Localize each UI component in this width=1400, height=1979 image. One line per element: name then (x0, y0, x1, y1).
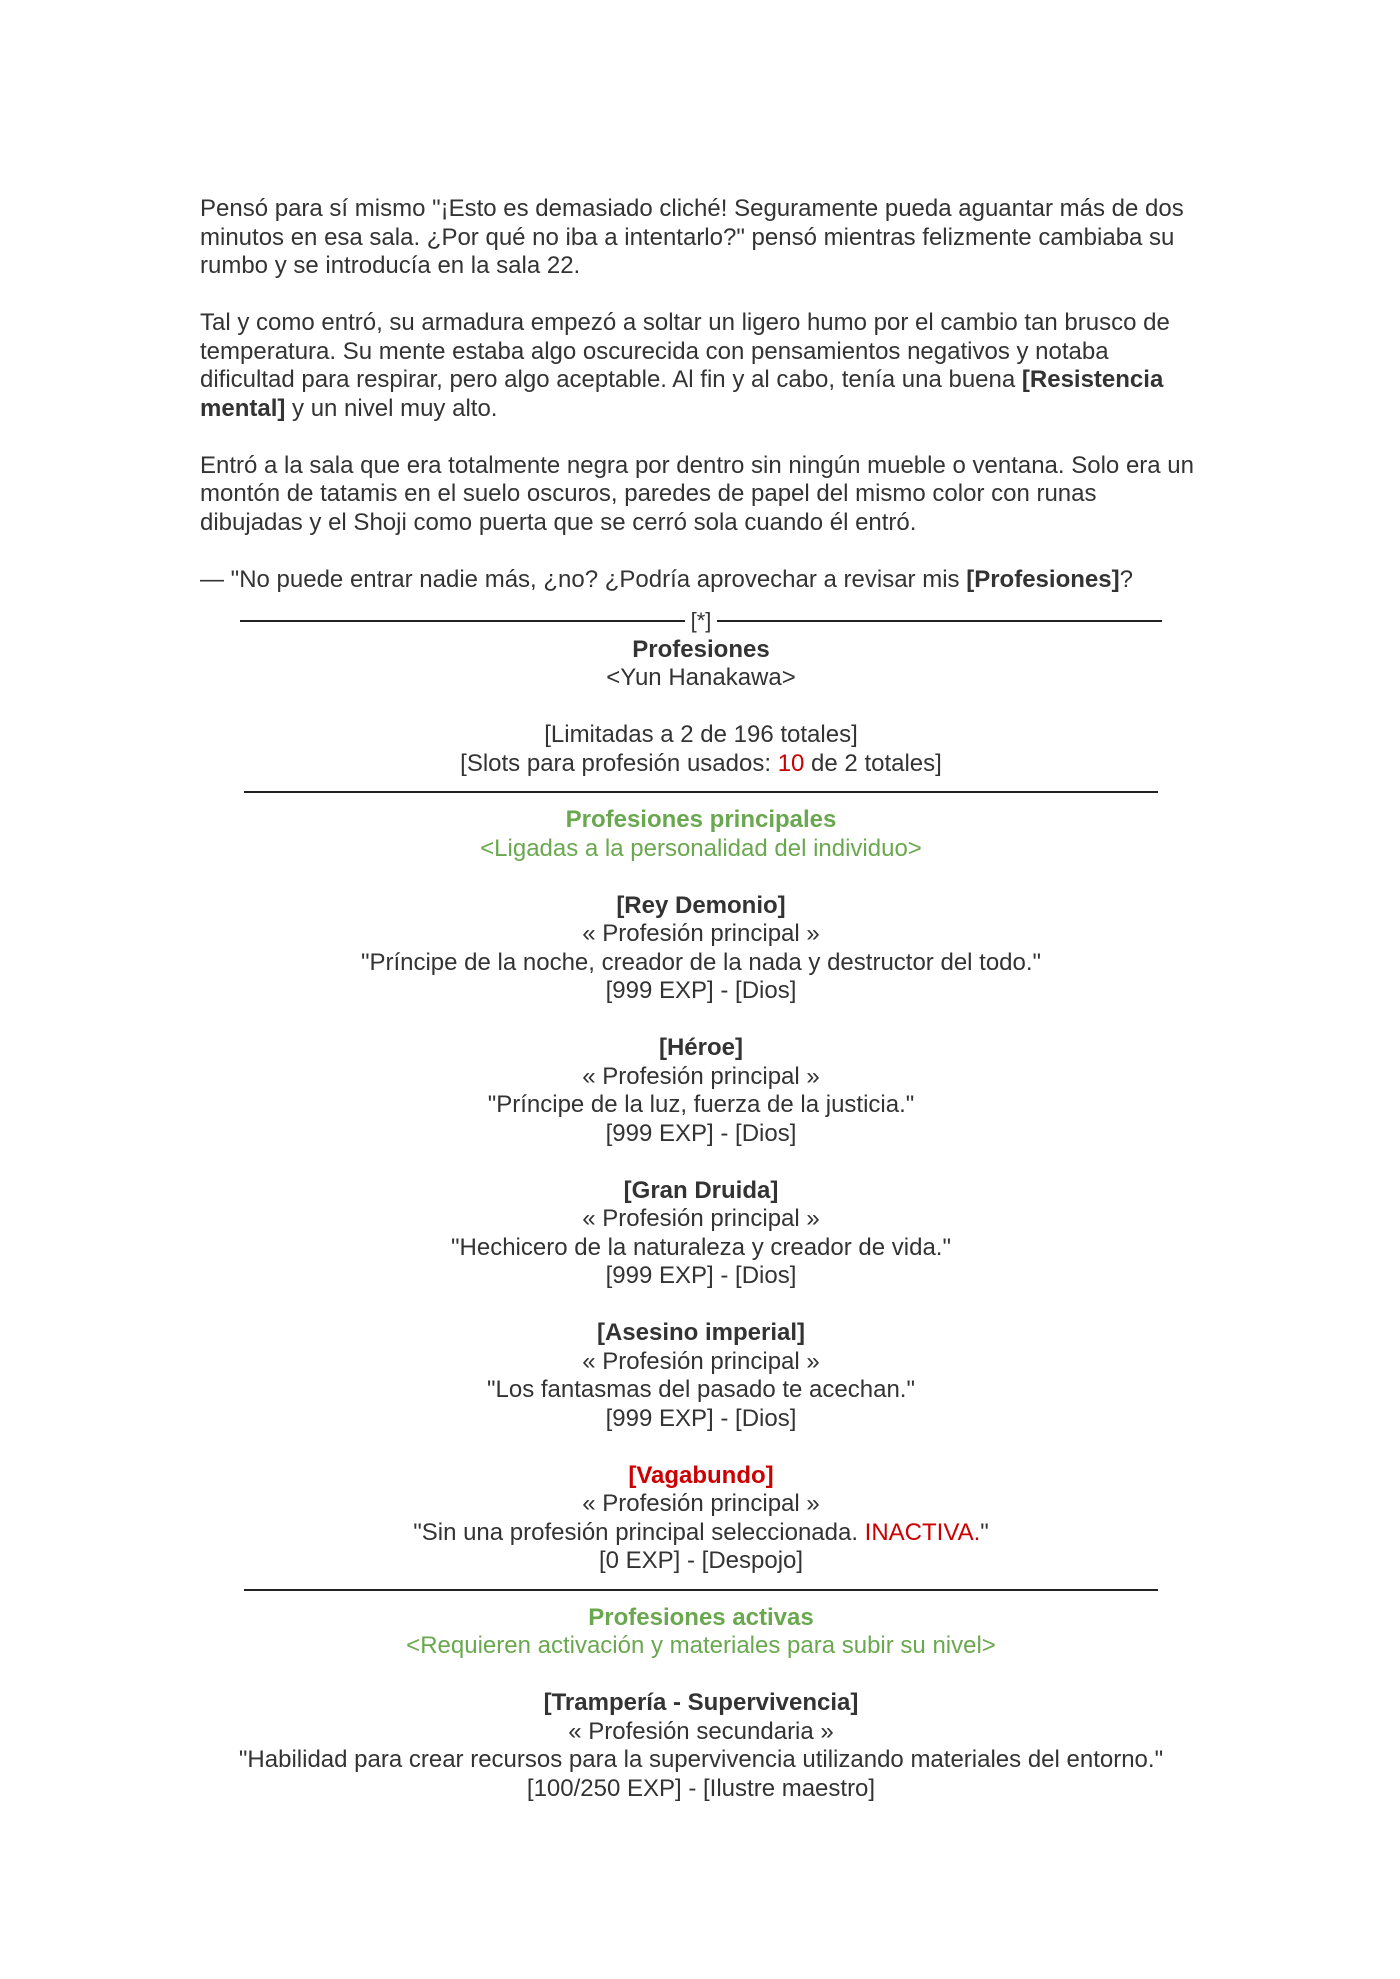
slots-used-count: 10 (777, 749, 805, 777)
skill-reference: [Profesiones] (966, 565, 1120, 593)
section-subtitle: <Ligadas a la personalidad del individuo> (480, 834, 922, 862)
narrative-paragraph-1 (200, 195, 1200, 281)
profession-description: "Habilidad para crear recursos para la supervivencia utilizando materiales del entorno." (238, 1746, 1164, 1773)
profession-entry (240, 1177, 1162, 1291)
profession-name: [Rey Demonio] (616, 891, 786, 919)
narrative-paragraph-2 (200, 309, 1200, 423)
profession-entry (240, 1034, 1162, 1148)
status-owner: <Yun Hanakawa> (606, 664, 796, 691)
inactive-flag: INACTIVA. (864, 1518, 981, 1546)
profession-type: « Profesión principal » (582, 1490, 820, 1517)
dialogue-text: ? (1119, 565, 1133, 593)
status-title: Profesiones (632, 635, 770, 663)
active-professions-section (240, 1604, 1162, 1804)
profession-type: « Profesión principal » (582, 1347, 820, 1375)
narrative-text: y un nivel muy alto. (285, 394, 498, 422)
narrative-text: Entró a la sala que era totalmente negra por dentro sin ningún mueble o ventana. Solo era un montón de tatamis en el suelo oscuros, paredes de papel del mismo color con runas dibujadas y el Shoji como puerta que se cerró sola cuando él entró. (200, 451, 1194, 536)
section-title: Profesiones principales (565, 806, 837, 833)
section-divider (244, 1589, 1158, 1591)
profession-entry (240, 892, 1162, 1006)
profession-type: « Profesión principal » (582, 1205, 820, 1232)
profession-description: "Los fantasmas del pasado te acechan." (487, 1376, 915, 1403)
profession-description: "Sin una profesión principal seleccionada. INACTIVA." (413, 1518, 989, 1546)
status-marker: [*] (690, 608, 712, 633)
profession-description: "Príncipe de la luz, fuerza de la justicia." (487, 1091, 915, 1118)
status-window (240, 607, 1162, 1803)
dialogue-line (200, 566, 1200, 595)
narrative-text: Pensó para sí mismo "¡Esto es demasiado cliché! Seguramente pueda aguantar más de dos minutos en esa sala. ¿Por qué no iba a intentarlo?" pensó mientras felizmente cambiaba su rumbo y se introducía en la sala 22. (200, 195, 1184, 279)
profession-exp: [100/250 EXP] - [Ilustre maestro] (526, 1774, 876, 1802)
profession-exp: [999 EXP] - [Dios] (605, 1404, 797, 1432)
rule-right (717, 620, 1162, 622)
document-page (200, 195, 1200, 1803)
profession-exp: [999 EXP] - [Dios] (605, 977, 797, 1004)
profession-entry (200, 1689, 1202, 1803)
profession-type: « Profesión principal » (582, 1062, 820, 1090)
profession-type: « Profesión principal » (582, 920, 820, 947)
profession-exp: [999 EXP] - [Dios] (605, 1119, 797, 1147)
profession-description: "Hechicero de la naturaleza y creador de vida." (451, 1233, 951, 1261)
profession-type: « Profesión secundaria » (568, 1717, 834, 1745)
profession-entry-inactive (240, 1462, 1162, 1576)
profession-name: [Asesino imperial] (596, 1319, 806, 1346)
profession-name: [Gran Druida] (623, 1176, 779, 1204)
narrative-text: Tal y como entró, su armadura empezó a soltar un ligero humo por el cambio tan brusco de temperatura. Su mente estaba algo oscurecida con pensamientos negativos y notaba dificultad para respirar, pero algo aceptable. Al fin y al cabo, tenía una buena (200, 309, 1170, 393)
profession-entry (240, 1319, 1162, 1433)
main-professions-section (240, 806, 1162, 1576)
profession-exp: [0 EXP] - [Despojo] (598, 1547, 804, 1574)
section-subtitle: <Requieren activación y materiales para subir su nivel> (406, 1632, 996, 1659)
narrative-paragraph-3 (200, 452, 1200, 538)
dialogue-text: — "No puede entrar nadie más, ¿no? ¿Podría aprovechar a revisar mis (200, 565, 967, 593)
status-top-rule (240, 607, 1162, 636)
skill-reference: [Resistencia mental] (200, 366, 1164, 422)
profession-exp: [999 EXP] - [Dios] (605, 1262, 797, 1289)
section-divider (244, 791, 1158, 793)
status-slots: [Slots para profesión usados: 10 de 2 totales] (460, 749, 942, 777)
profession-description: "Príncipe de la noche, creador de la nada y destructor del todo." (360, 948, 1042, 976)
section-title: Profesiones activas (588, 1603, 814, 1631)
profession-name: [Trampería - Supervivencia] (543, 1689, 859, 1716)
profession-name: [Vagabundo] (628, 1461, 774, 1489)
profession-name: [Héroe] (658, 1034, 743, 1061)
status-limit: [Limitadas a 2 de 196 totales] (544, 721, 858, 748)
